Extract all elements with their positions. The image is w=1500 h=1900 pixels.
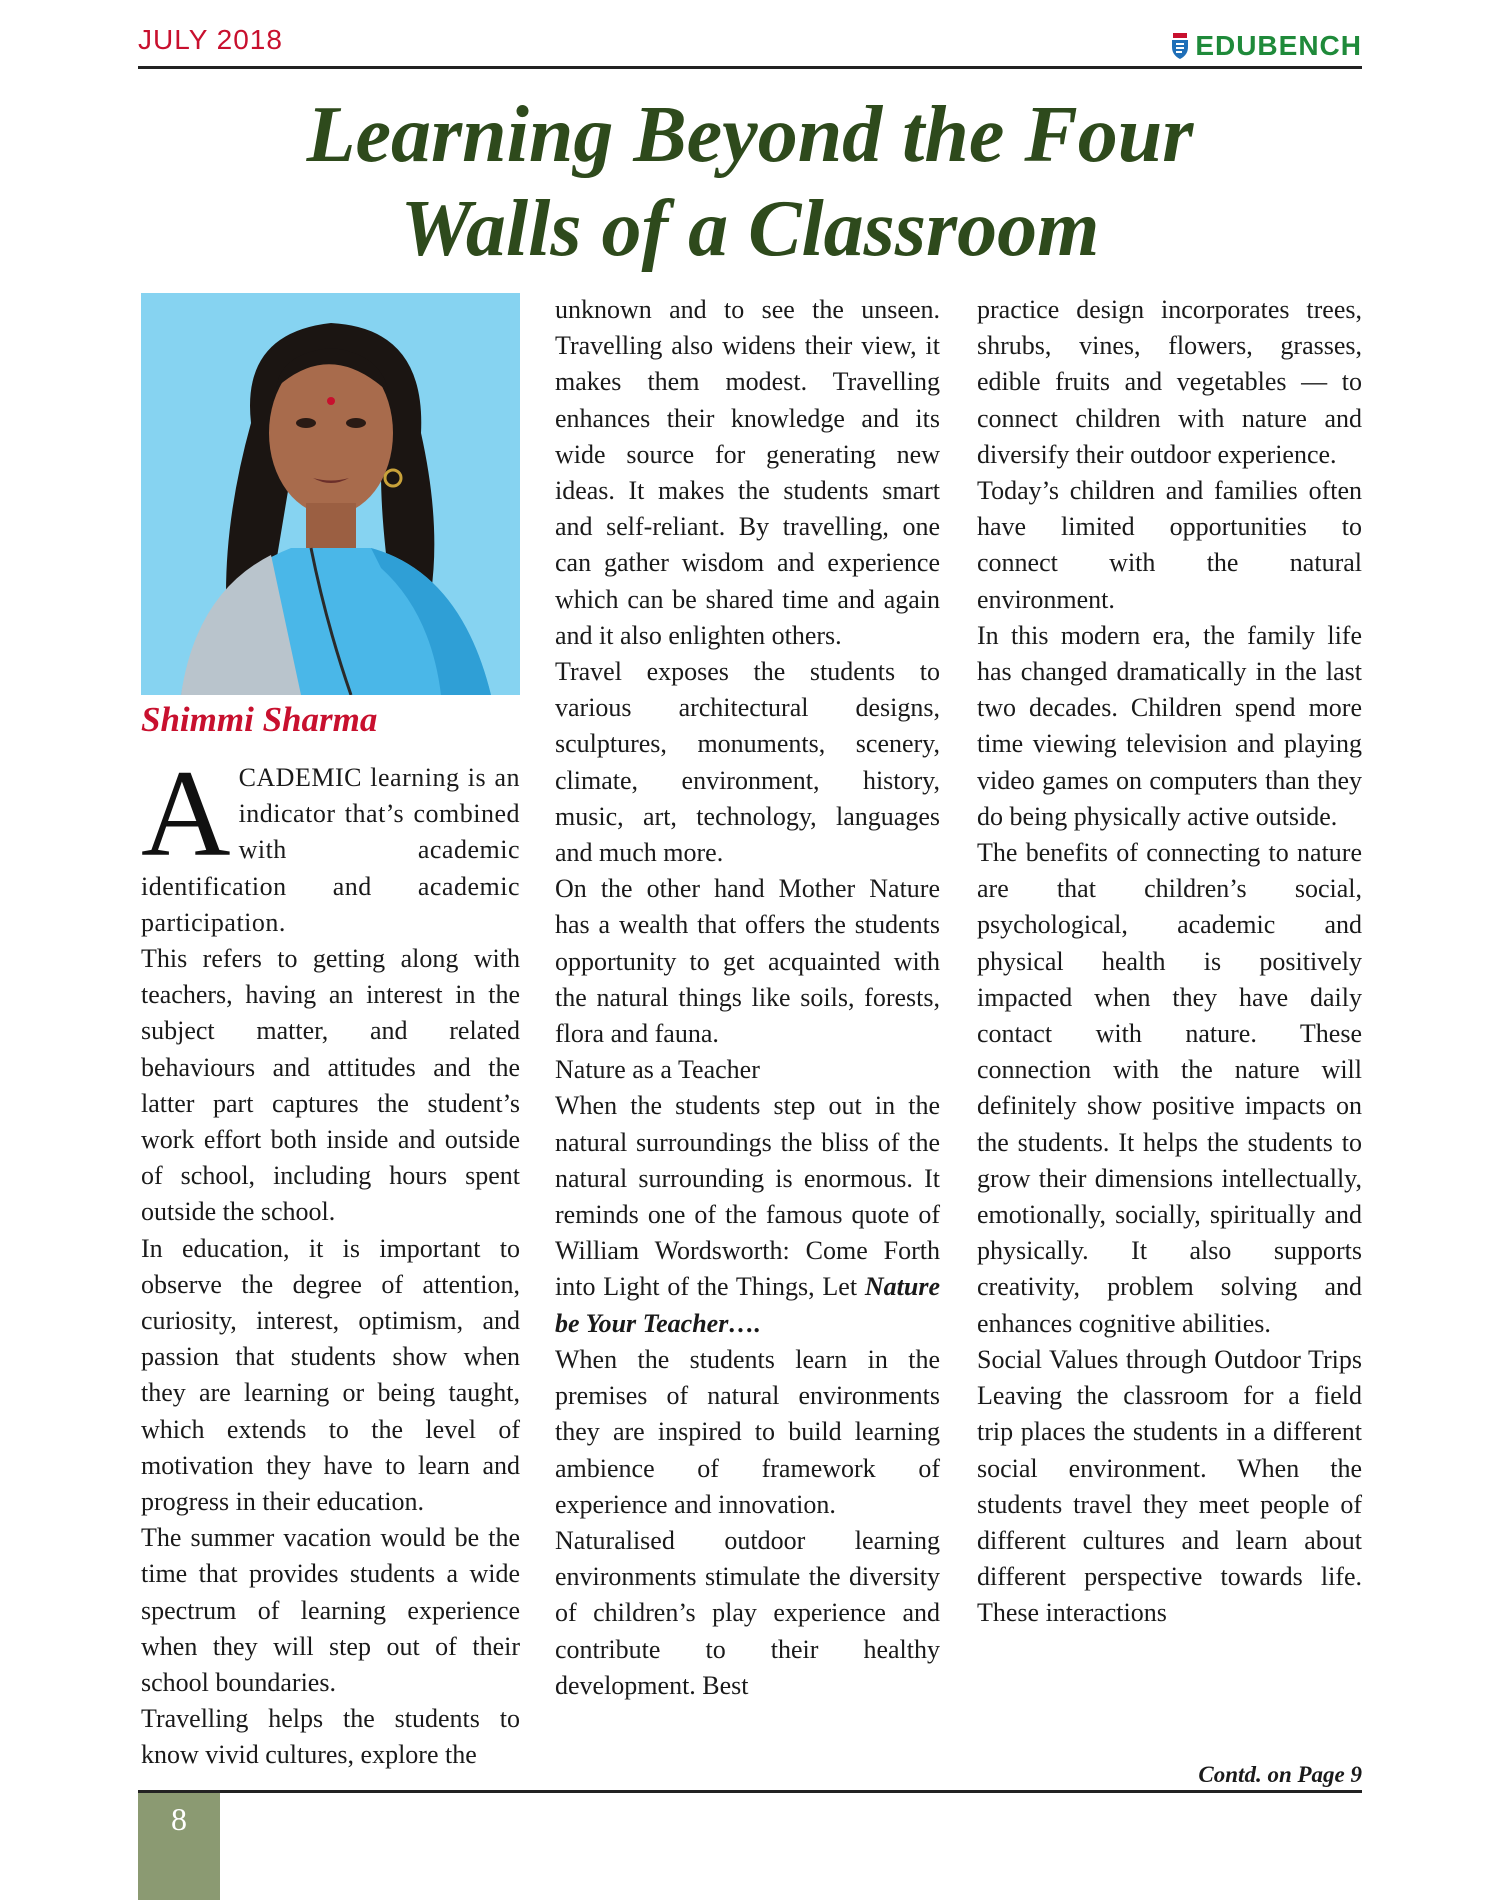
quote-emphasis: Nature be Your Teacher….	[555, 1272, 940, 1338]
article-column-3	[977, 292, 1362, 1632]
header-divider	[138, 66, 1362, 69]
paragraph: In this modern era, the family life has changed dramatically in the last two decades. Children spend more time viewing television and playing video games on computers than they do being physically active outside.	[977, 620, 1362, 831]
article-column-2	[555, 292, 940, 1704]
paragraph: unknown and to see the unseen. Travelling also widens their view, it makes them modest. Travelling enhances their knowledge and its wide source for generating new ideas. It makes the students smart and self-reliant. By travelling, one can gather wisdom and experience which can be shared time and again and it also enlighten others.	[555, 295, 940, 650]
edubench-shield-icon	[1171, 33, 1189, 59]
paragraph: This refers to getting along with teachers, having an interest in the subject matter, and related behaviours and attitudes and the latter part captures the student’s work effort both inside and outside of school, including hours spent outside the school.	[141, 944, 520, 1227]
paragraph: In education, it is important to observe the degree of attention, curiosity, interest, optimism, and passion that students show when they are learning or being taught, which extends to the level of motivation they have to learn and progress in their education.	[141, 1233, 520, 1517]
paragraph: Travel exposes the students to various architectural designs, sculptures, monuments, scenery, climate, environment, history, music, art, technology, languages and much more.	[555, 657, 940, 868]
continued-note: Contd. on Page 9	[1198, 1762, 1362, 1787]
paragraph: The benefits of connecting to nature are that children’s social, psychological, academic and physical health is positively impacted when they have daily contact with nature. These connection with the nature will definitely show positive impacts on the students. It helps the students to grow their dimensions intellectually, emotionally, socially, spiritually and physically. It also supports creativity, problem solving and enhances cognitive abilities.	[977, 838, 1362, 1338]
paragraph: On the other hand Mother Nature has a wealth that offers the students opportunity to get acquainted with the natural things like soils, forests, flora and fauna.	[555, 874, 940, 1049]
article-column-1	[141, 745, 520, 1774]
paragraph	[555, 1088, 940, 1341]
paragraph: Today’s children and families often have limited opportunities to connect with the natural environment.	[977, 476, 1362, 614]
article-title	[138, 88, 1362, 276]
paragraph: When the students learn in the premises of natural environments they are inspired to build learning ambience of framework of experience and innovation.	[555, 1344, 940, 1519]
author-name: Shimmi Sharma	[141, 700, 378, 739]
drop-cap: A	[141, 745, 231, 882]
issue-date: JULY 2018	[138, 24, 283, 55]
footer-divider	[138, 1790, 1362, 1793]
page-number-box	[138, 1793, 220, 1900]
lead-paragraph	[141, 745, 520, 941]
page-number: 8	[171, 1801, 187, 1837]
paragraph: Naturalised outdoor learning environments stimulate the diversity of children’s play experience and contribute to their healthy development. Best	[555, 1525, 940, 1700]
paragraph-text: When the students step out in the natural surroundings the bliss of the natural surrounding is enormous. It reminds one of the famous quote of William Wordsworth: Come Forth into Light of the Things, Let	[555, 1091, 940, 1302]
title-line-1: Learning Beyond the Four	[306, 91, 1194, 179]
edubench-logo	[1171, 30, 1362, 62]
paragraph: Social Values through Outdoor Trips Leaving the classroom for a field trip places the students in a different social environment. When the students travel they meet people of different cultures and learn about different perspective towards life. These interactions	[977, 1344, 1362, 1628]
logo-text: EDUBENCH	[1195, 30, 1362, 61]
author-portrait-image	[141, 293, 520, 695]
paragraph: The summer vacation would be the time that provides students a wide spectrum of learning experience when they will step out of their school boundaries.	[141, 1523, 520, 1698]
author-photo	[141, 293, 520, 695]
subheading: Nature as a Teacher	[555, 1055, 760, 1085]
lead-text: CADEMIC learning is an indicator that’s combined with academic identification and academic participation.	[141, 763, 520, 937]
paragraph: practice design incorporates trees, shrubs, vines, flowers, grasses, edible fruits and vegetables — to connect children with nature and diversify their outdoor experience.	[977, 295, 1362, 469]
paragraph: Travelling helps the students to know vivid cultures, explore the	[141, 1704, 520, 1770]
title-line-2: Walls of a Classroom	[400, 185, 1100, 273]
